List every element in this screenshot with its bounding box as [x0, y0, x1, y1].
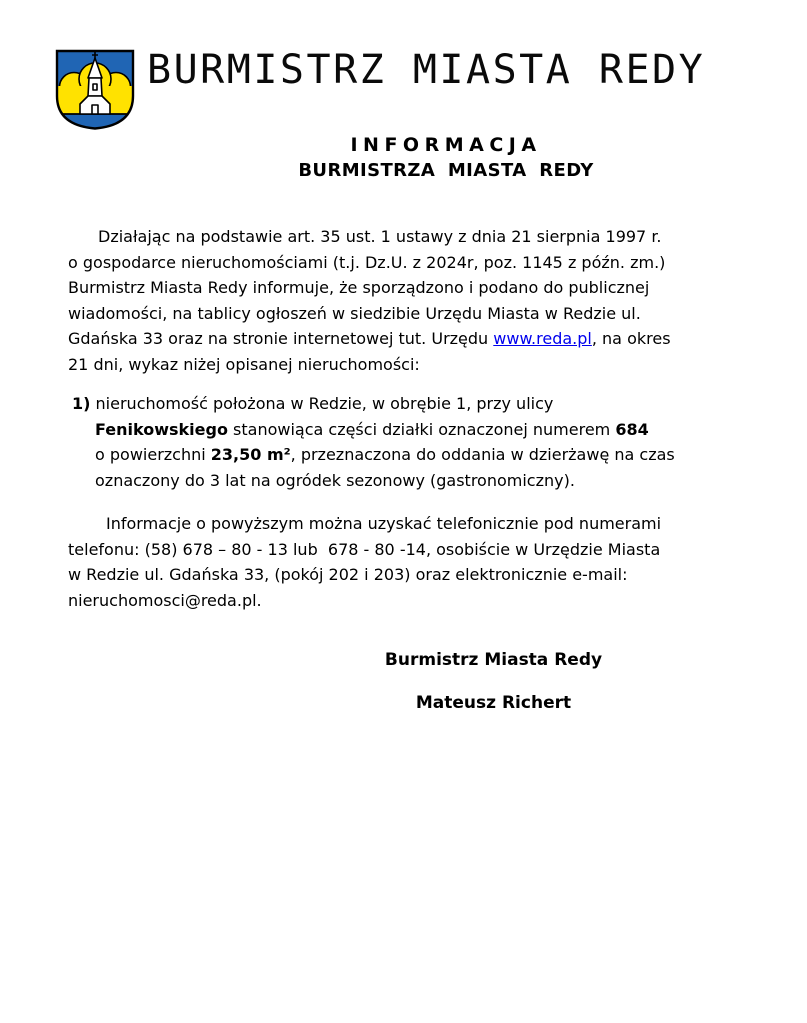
text-segment: oznaczony do 3 lat na ogródek sezonowy (gastronomiczny). — [95, 470, 575, 490]
text-segment: Działając na podstawie art. 35 ust. 1 ustawy z dnia 21 sierpnia 1997 r. — [98, 227, 662, 246]
text-segment: 1) — [72, 394, 91, 413]
text-segment: Informacje o powyższym można uzyskać telefonicznie pod numerami — [106, 514, 662, 533]
page-title: BURMISTRZ MIASTA REDY — [147, 47, 706, 93]
info-heading: INFORMACJA — [350, 134, 542, 156]
text-segment: , na okres — [591, 329, 671, 348]
paragraph-contact-info — [68, 511, 758, 613]
text-segment: telefonu: (58) 678 – 80 - 13 lub 678 - 80 -14, osobiście w Urzędzie Miasta — [68, 539, 661, 559]
signature-title: Burmistrz Miasta Redy — [384, 650, 603, 670]
signature-block — [180, 648, 807, 716]
text-segment: o powierzchni — [95, 445, 211, 464]
text-segment: w Redzie ul. Gdańska 33, (pokój 202 i 203) oraz elektronicznie e-mail: — [68, 565, 628, 584]
list-item-property-1 — [72, 391, 760, 493]
text-segment: Fenikowskiego — [95, 419, 228, 439]
reda-website-link[interactable]: www.reda.pl — [493, 329, 592, 348]
text-segment: stanowiąca części działki oznaczonej numerem — [227, 419, 616, 439]
text-segment: 684 — [615, 419, 649, 439]
text-segment: wiadomości, na tablicy ogłoszeń w siedzibie Urzędu Miasta w Redzie ul. — [68, 303, 641, 323]
paragraph-legal-basis — [68, 224, 758, 377]
text-segment: Gdańska 33 oraz na stronie internetowej tut. Urzędu — [68, 329, 494, 348]
info-subheading: BURMISTRZA MIASTA REDY — [298, 160, 594, 181]
text-segment: , przeznaczona do oddania w dzierżawę na czas — [290, 445, 675, 464]
text-segment: nieruchomosci@reda.pl. — [68, 590, 262, 610]
text-segment: nieruchomość położona w Redzie, w obrębie 1, przy ulicy — [90, 394, 554, 413]
text-segment: 23,50 m² — [210, 445, 291, 464]
text-segment: 21 dni, wykaz niżej opisanej nieruchomości: — [68, 354, 420, 374]
text-segment: Burmistrz Miasta Redy informuje, że sporządzono i podano do publicznej — [68, 278, 650, 297]
reda-coat-of-arms-icon — [54, 49, 136, 130]
signature-name: Mateusz Richert — [415, 693, 572, 713]
text-segment: o gospodarce nieruchomościami (t.j. Dz.U. z 2024r, poz. 1145 z późn. zm.) — [68, 252, 666, 272]
